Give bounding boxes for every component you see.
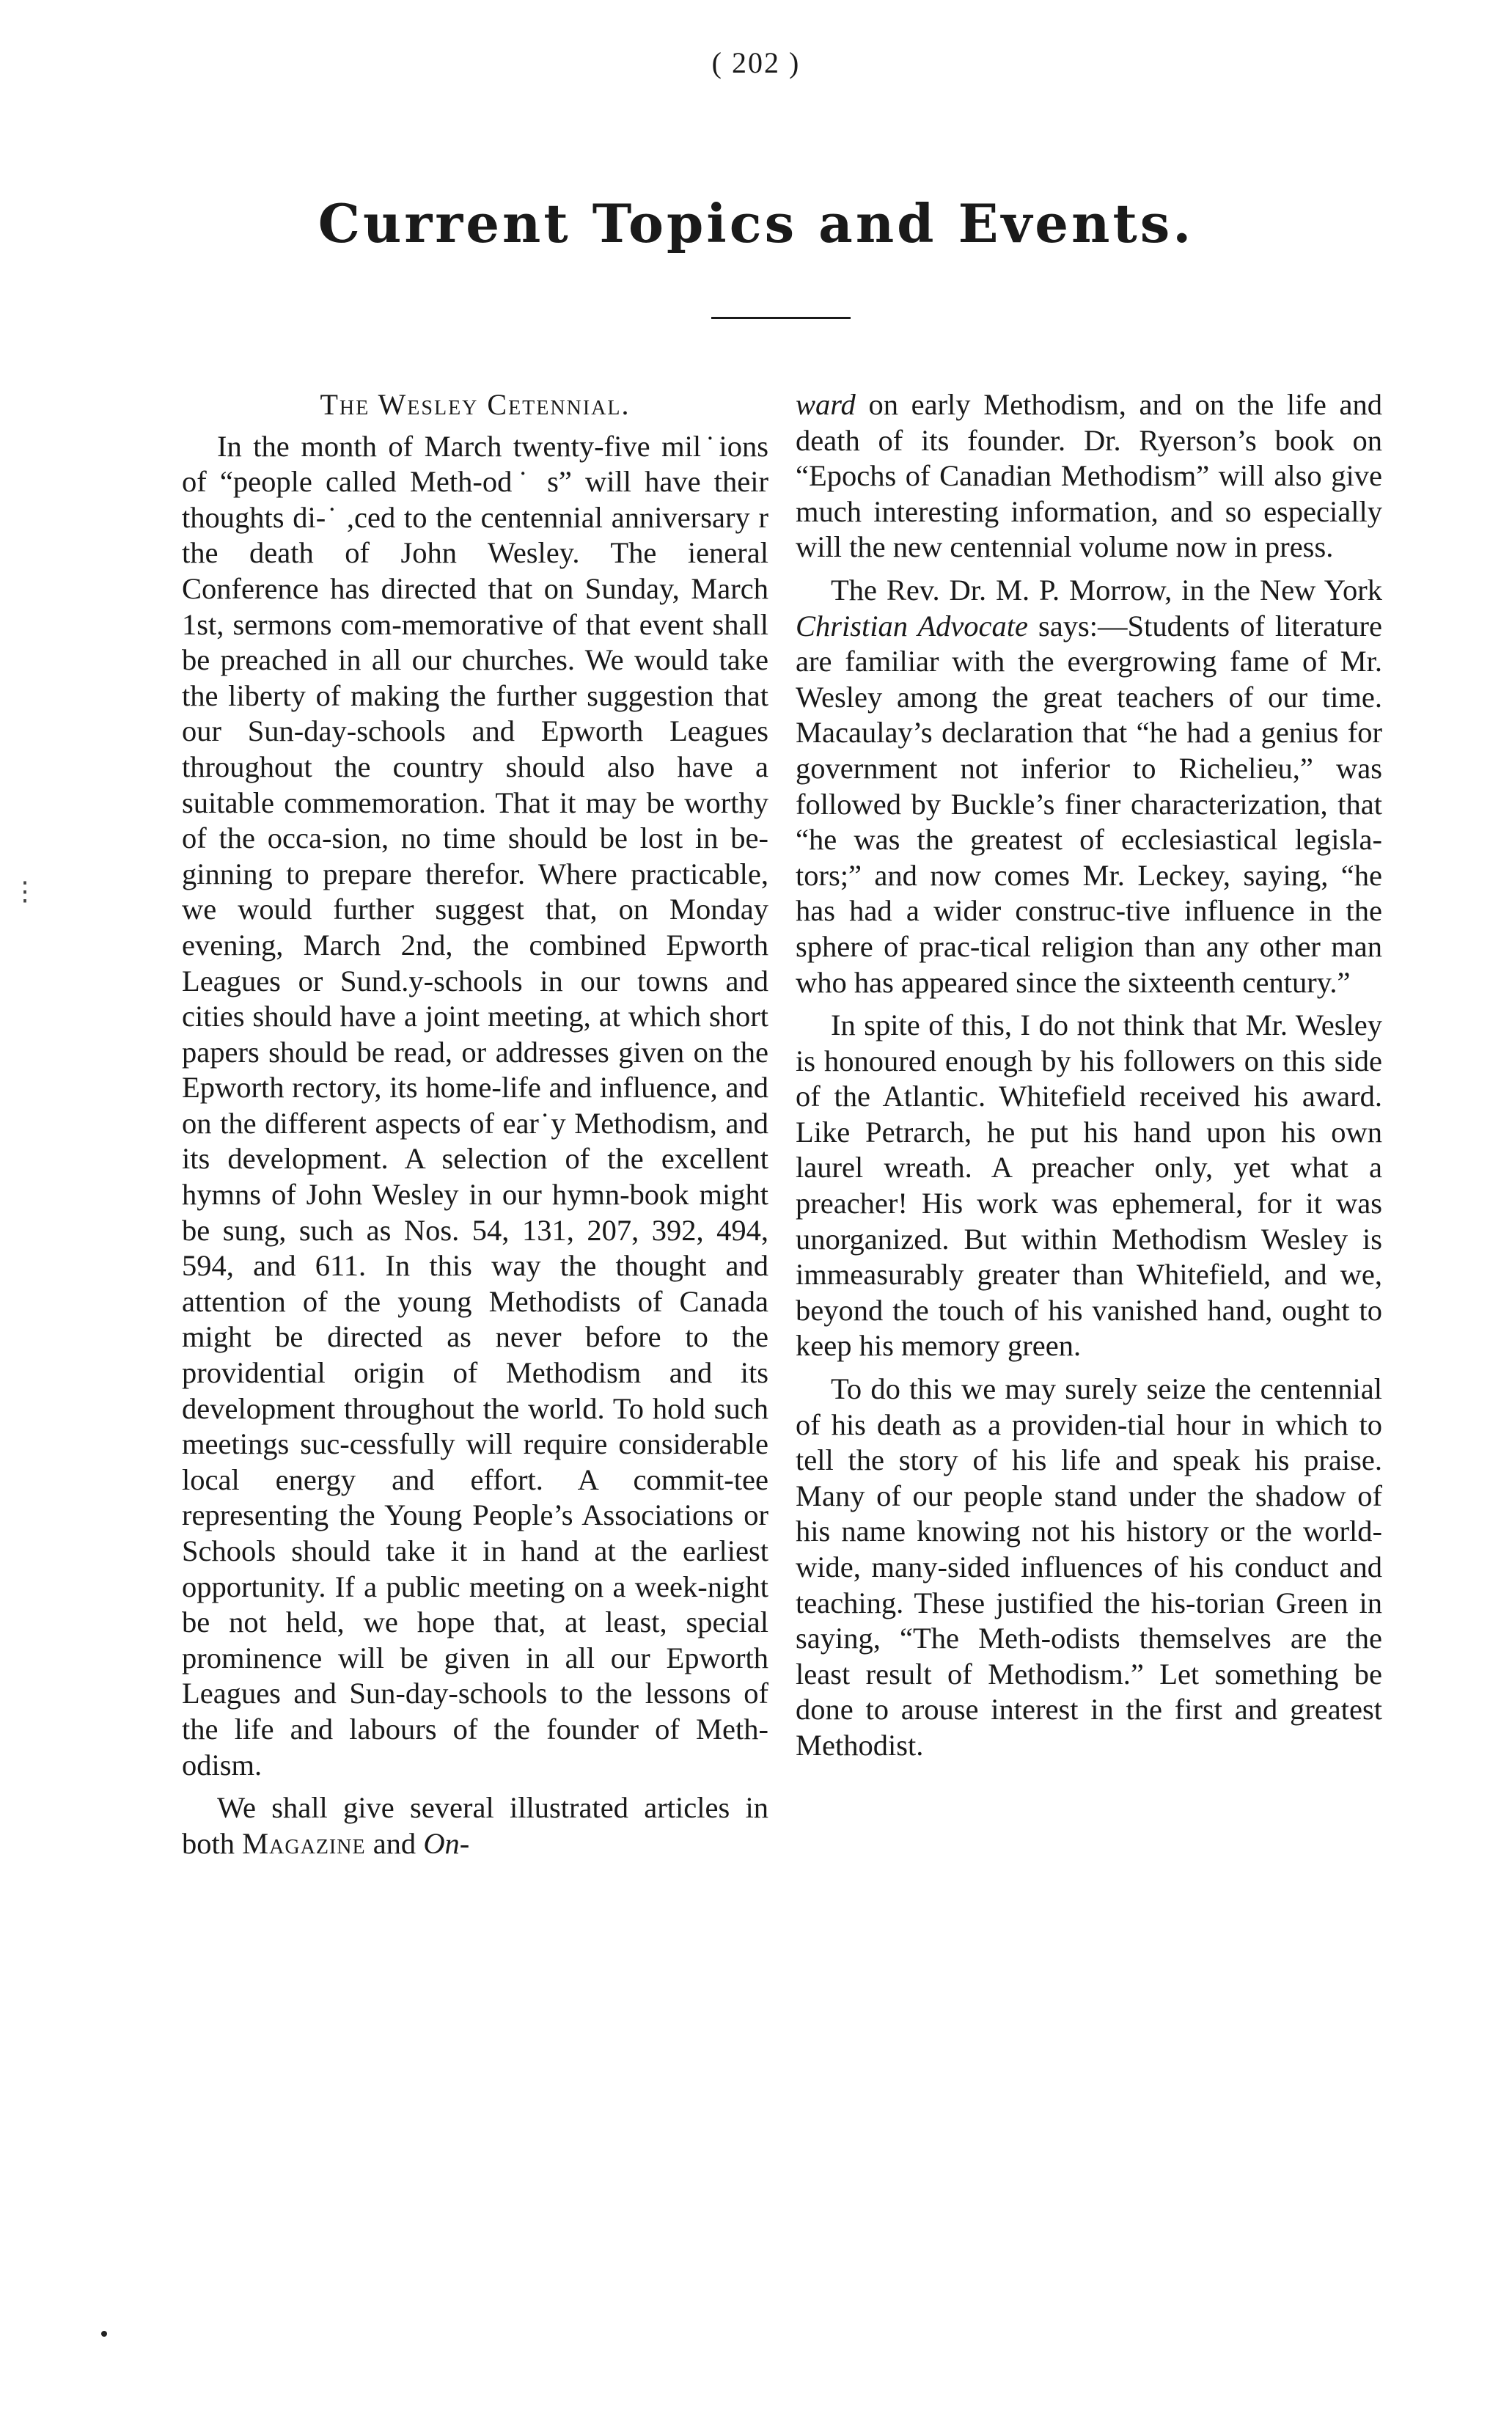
right-paragraph-2 (796, 573, 1382, 1000)
left-paragraph-2-text-b: and (365, 1826, 424, 1860)
page-number: ( 202 ) (711, 46, 801, 79)
left-paragraph-2-text-a: We shall give several illustrated articles in both (182, 1791, 768, 1860)
section-heading: The Wesley Cetennial. (320, 388, 631, 421)
left-paragraph-1: In the month of March twenty-five mil˙ions of “people called Meth-od˙ s” will have their thoughts di-˙ ,ced to the centennial anniversary r the death of John Wesley. The ieneral Conference has directed that on Sunday, March 1st, sermons com-memorative of that event shall be preached in all our churches. We would take the liberty of making the further suggestion that our Sun-day-schools and Epworth Leagues throughout the country should also have a suitable commemoration. That it may be worthy of the occa-sion, no time should be lost in be-ginning to prepare therefor. Where practicable, we would further suggest that, on Monday evening, March 2nd, the combined Epworth Leagues or Sund.y-schools in our towns and cities should have a joint meeting, at which short papers should be read, or addresses given on the Epworth rectory, its home-life and influence, and on the different aspects of ear˙y Methodism, and its development. A selection of the excellent hymns of John Wesley in our hymn-book might be sung, such as Nos. 54, 131, 207, 392, 494, 594, and 611. In this way the thought and attention of the young Methodists of Canada might be directed as never before to the providential origin of Methodism and its development throughout the world. To hold such meetings suc-cessfully will require considerable local energy and effort. A commit-tee representing the Young People’s Associations or Schools should take it in hand at the earliest opportunity. If a public meeting on a week-night be not held, we hope that, at least, special prominence will be given in all our Epworth Leagues and Sun-day-schools to the lessons of the life and labours of the founder of Meth-odism. (182, 429, 768, 1782)
right-column (796, 387, 1382, 1764)
margin-dot (101, 2331, 107, 2337)
margin-mark: ⋮ (12, 876, 38, 906)
title-divider (711, 317, 851, 319)
left-paragraph-2 (182, 1790, 768, 1861)
right-paragraph-2-text-b: says:—Students of literature are familiar with the evergrowing fame of Mr. Wesley among the great teachers of our time. Macaulay’s declaration that “he had a genius for government not inferior to Richelieu,” was followed by Buckle’s finer characterization, that “he was the greatest of ecclesiastical legisla-tors;” and now comes Mr. Leckey, saying, “he has had a wider construc-tive influence in the sphere of prac-tical religion than any other man who has appeared since the sixteenth century.” (796, 609, 1382, 999)
right-paragraph-1-text: on early Methodism, and on the life and death of its founder. Dr. Ryerson’s book on “Epochs of Canadian Methodism” will also give much interesting information, and so especially will the new centennial volume now in press. (796, 388, 1382, 564)
magazine-title: Magazine (242, 1826, 366, 1860)
christian-advocate-title: Christian Advocate (796, 609, 1029, 642)
right-paragraph-2-text-a: The Rev. Dr. M. P. Morrow, in the New York (831, 573, 1382, 607)
onward-title-start: On- (423, 1826, 470, 1860)
right-paragraph-1 (796, 387, 1382, 565)
onward-title-end: ward (796, 388, 856, 421)
left-column (182, 387, 768, 1861)
right-paragraph-4: To do this we may surely seize the centennial of his death as a providen-tial hour in which to tell the story of his life and speak his praise. Many of our people stand under the shadow of his name knowing not his history or the world-wide, many-sided influences of his conduct and teaching. These justified the his-torian Green in saying, “The Meth-odists themselves are the least result of Methodism.” Let something be done to arouse interest in the first and greatest Methodist. (796, 1372, 1382, 1762)
page-title: Current Topics and Events. (318, 192, 1194, 255)
right-paragraph-3: In spite of this, I do not think that Mr. Wesley is honoured enough by his followers on this side of the Atlantic. Whitefield received his award. Like Petrarch, he put his hand upon his own laurel wreath. A preacher only, yet what a preacher! His work was ephemeral, for it was unorganized. But within Methodism Wesley is immeasurably greater than Whitefield, and we, beyond the touch of his vanished hand, ought to keep his memory green. (796, 1008, 1382, 1363)
